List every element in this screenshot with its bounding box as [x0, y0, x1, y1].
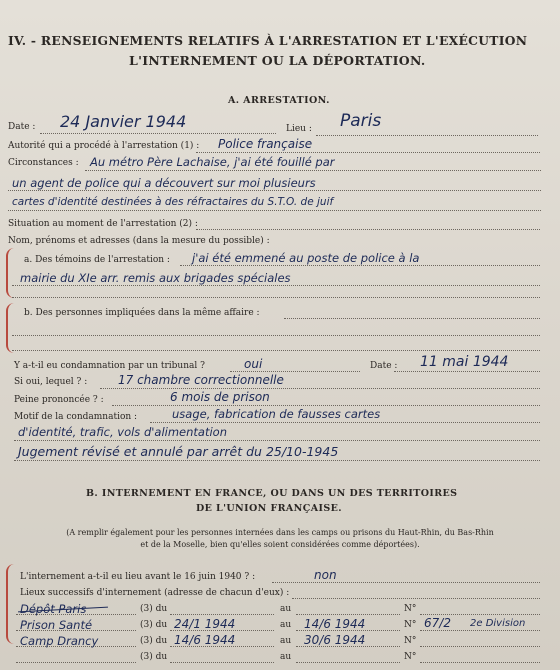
- section-b-title-line1: B. INTERNEMENT EN FRANCE, OU DANS UN DES TERRITOIRES: [86, 488, 458, 499]
- avant-value: non: [314, 568, 337, 582]
- internment-extra: 2e Division: [470, 618, 526, 629]
- section-b-title-line2: DE L'UNION FRANÇAISE.: [196, 503, 342, 514]
- lieux-label: Lieux successifs d'internement (adresse de chacun d'eux) :: [20, 588, 290, 598]
- date-value: 24 Janvier 1944: [60, 112, 187, 131]
- noms-label: Nom, prénoms et adresses (dans la mesure du possible) :: [8, 236, 270, 246]
- lieu-value: Paris: [340, 111, 382, 131]
- internment-number: 67/2: [424, 616, 451, 630]
- date2-value: 11 mai 1944: [420, 354, 509, 370]
- avant-label: L'internement a-t-il eu lieu avant le 16 juin 1940 ? :: [20, 572, 256, 582]
- motif-line3: Jugement révisé et annulé par arrêt du 25/10-1945: [18, 444, 339, 459]
- red-margin-mark-middle: [6, 303, 18, 353]
- form-heading-line1: IV. - RENSEIGNEMENTS RELATIFS À L'ARRESTATION ET L'EXÉCUTION: [8, 33, 528, 48]
- internment-to: 14/6 1944: [304, 617, 366, 631]
- situation-label: Situation au moment de l'arrestation (2) :: [8, 219, 198, 229]
- internment-from: 24/1 1944: [174, 617, 236, 631]
- au-label: au: [280, 652, 292, 662]
- lieu-label: Lieu :: [286, 124, 312, 134]
- internment-from: 14/6 1944: [174, 633, 236, 647]
- section-b-note-line2: et de la Moselle, bien qu'elles soient considérées comme déportées).: [140, 540, 420, 549]
- au-label: au: [280, 604, 292, 614]
- motif-line2: d'identité, trafic, vols d'alimentation: [18, 425, 227, 439]
- du-label: (3) du: [140, 652, 168, 662]
- du-label: (3) du: [140, 604, 168, 614]
- internment-place: Camp Drancy: [20, 634, 99, 648]
- red-margin-mark-bottom: [6, 564, 18, 644]
- temoins-label: a. Des témoins de l'arrestation :: [24, 255, 170, 265]
- section-a-title: A. ARRESTATION.: [228, 95, 330, 106]
- au-label: au: [280, 620, 292, 630]
- no-label: N°: [404, 604, 417, 614]
- du-label: (3) du: [140, 620, 168, 630]
- autorite-value: Police française: [218, 137, 313, 151]
- autorite-label: Autorité qui a procédé à l'arrestation (1) :: [8, 141, 200, 151]
- circonstances-line3: cartes d'identité destinées à des réfractaires du S.T.O. de juif: [12, 196, 334, 208]
- red-margin-mark-top: [6, 248, 18, 298]
- no-label: N°: [404, 620, 417, 630]
- section-b-note-line1: (A remplir également pour les personnes internées dans les camps ou prisons du Haut-Rhin, du Bas-Rhin: [66, 528, 494, 537]
- internment-place: Prison Santé: [20, 618, 93, 632]
- lequel-label: Si oui, lequel ? :: [14, 377, 88, 387]
- peine-label: Peine prononcée ? :: [14, 395, 104, 405]
- circonstances-line1: Au métro Père Lachaise, j'ai été fouillé par: [90, 155, 335, 169]
- impliquees-label: b. Des personnes impliquées dans la même affaire :: [24, 308, 260, 318]
- condamnation-value: oui: [244, 357, 263, 371]
- motif-line1: usage, fabrication de fausses cartes: [172, 407, 381, 421]
- temoins-line2: mairie du XIe arr. remis aux brigades spéciales: [20, 271, 291, 285]
- internment-place: Dépôt Paris: [20, 602, 87, 616]
- internment-to: 30/6 1944: [304, 633, 366, 647]
- date2-label: Date :: [370, 361, 398, 371]
- peine-value: 6 mois de prison: [170, 390, 270, 404]
- no-label: N°: [404, 636, 417, 646]
- circonstances-label: Circonstances :: [8, 158, 79, 168]
- condamnation-label: Y a-t-il eu condamnation par un tribunal ?: [14, 361, 205, 371]
- form-heading-line2: L'INTERNEMENT OU LA DÉPORTATION.: [129, 53, 426, 68]
- motif-label: Motif de la condamnation :: [14, 412, 138, 422]
- au-label: au: [280, 636, 292, 646]
- lequel-value: 17 chambre correctionnelle: [118, 373, 284, 387]
- date-label: Date :: [8, 122, 36, 132]
- du-label: (3) du: [140, 636, 168, 646]
- no-label: N°: [404, 652, 417, 662]
- temoins-line1: j'ai été emmené au poste de police à la: [192, 251, 420, 265]
- circonstances-line2: un agent de police qui a découvert sur moi plusieurs: [12, 176, 316, 190]
